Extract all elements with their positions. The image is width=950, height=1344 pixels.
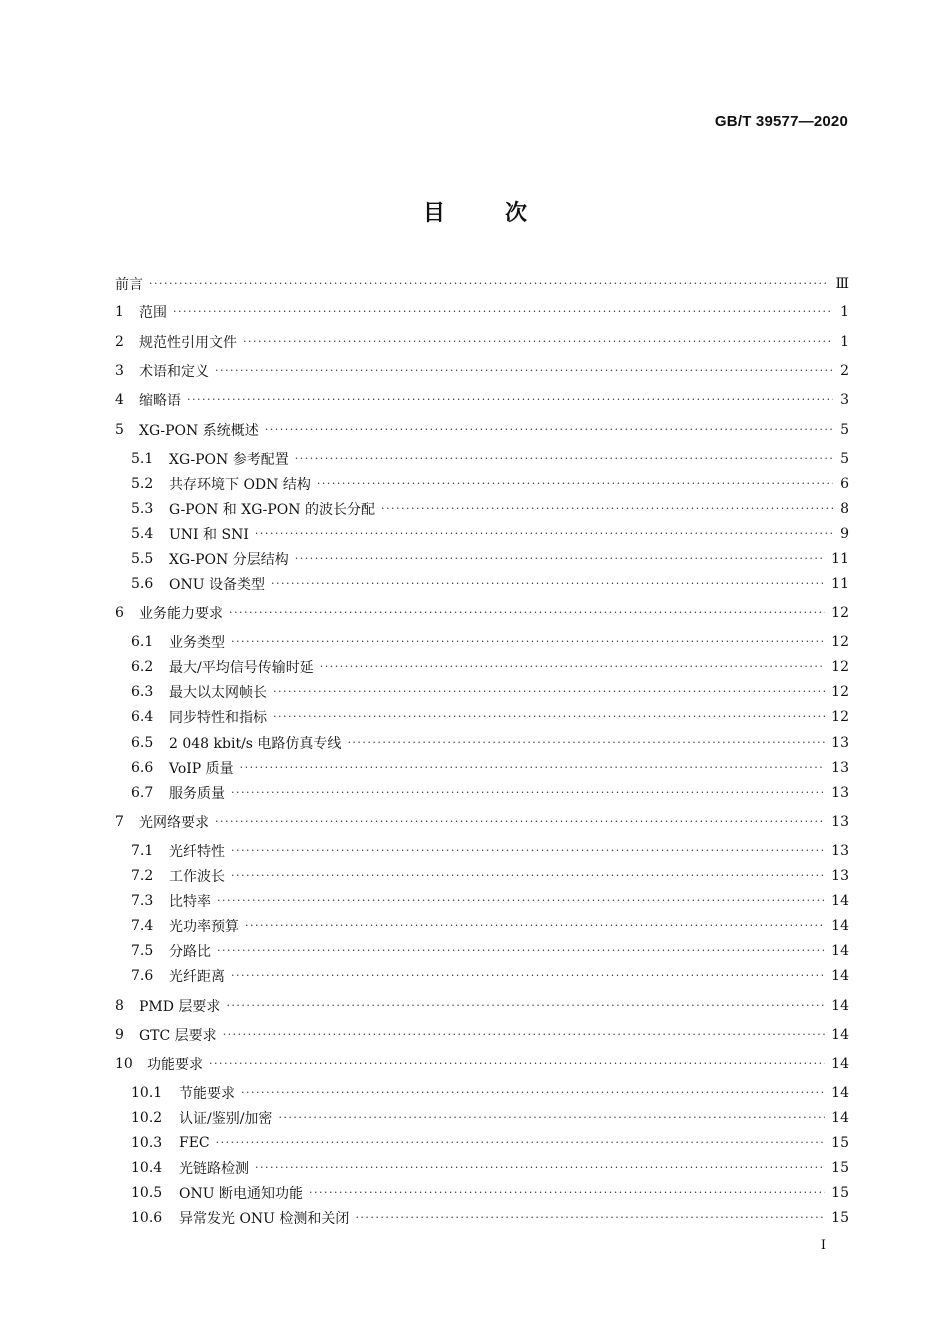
toc-leader-dots [295,447,833,471]
toc-entry-page: 14 [831,1027,849,1043]
toc-entry-number: 5.1 [131,451,154,467]
toc-entry-label: 缩略语 [139,393,181,409]
toc-entry-page: 1 [840,334,849,350]
toc-leader-dots [271,572,825,596]
toc-entry-page: 13 [831,760,849,776]
toc-entry-label: ONU 设备类型 [169,577,265,593]
toc-entry-number: 5.4 [131,526,154,542]
toc-entry-page: 8 [840,501,849,517]
toc-leader-dots [355,1206,825,1230]
toc-entry-label: 认证/鉴别/加密 [179,1111,273,1127]
toc-leader-dots [347,731,825,755]
toc-entry[interactable] [115,572,849,596]
toc-entry-number: 2 [115,334,124,350]
toc-title-char-1: 目 [422,201,445,226]
toc-entry-page: 9 [840,526,849,542]
toc-entry-page: 14 [831,1085,849,1101]
toc-leader-dots [187,388,833,412]
toc-entry-label: 光纤特性 [169,844,225,860]
toc-leader-dots [273,680,825,704]
toc-entry[interactable] [115,864,849,888]
toc-entry-label: GTC 层要求 [139,1028,217,1044]
toc-entry[interactable] [115,781,849,805]
toc-entry-page: 6 [840,476,849,492]
footer-page-number: I [820,1238,826,1253]
toc-entry-page: 2 [840,363,849,379]
toc-entry[interactable] [115,756,849,780]
toc-entry-page: 3 [840,392,849,408]
toc-entry-number: 1 [115,304,124,320]
toc-entry-label: PMD 层要求 [139,999,221,1015]
toc-entry-page: 15 [831,1185,849,1201]
toc-leader-dots [173,300,833,324]
toc-entry-number: 5 [115,422,124,438]
toc-entry-label: 术语和定义 [139,364,209,380]
toc-entry-label: 前言 [115,277,143,293]
toc-entry-page: 15 [831,1210,849,1226]
toc-entry-number: 6.6 [131,760,154,776]
toc-entry-label: 业务能力要求 [139,606,223,622]
toc-leader-dots [231,964,825,988]
toc-leader-dots [216,1131,826,1155]
toc-entry-page: 12 [831,659,849,675]
toc-entry-label: 业务类型 [169,635,225,651]
toc-leader-dots [231,781,825,805]
toc-entry-number: 7 [115,814,124,830]
toc-entry-number: 6.3 [131,684,154,700]
toc-entry-page: 12 [831,634,849,650]
toc-entry-number: 6.2 [131,659,154,675]
toc-leader-dots [273,705,825,729]
toc-title [0,196,950,227]
toc-entry[interactable] [115,1052,849,1076]
toc-entry-number: 5.2 [131,476,154,492]
toc-entry-label: 光功率预算 [169,919,239,935]
toc-entry-label: 功能要求 [147,1057,203,1073]
toc-entry-page: 15 [831,1135,849,1151]
toc-entry-page: 14 [831,968,849,984]
toc-entry-number: 9 [115,1027,124,1043]
toc-entry-label: VoIP 质量 [169,761,234,777]
toc-leader-dots [217,939,825,963]
toc-entry-label: 分路比 [169,944,211,960]
toc-entry[interactable] [115,388,849,412]
toc-entry-page: 14 [831,893,849,909]
toc-entry-number: 6 [115,605,124,621]
toc-entry[interactable] [115,1106,849,1130]
toc-entry[interactable] [115,359,849,383]
toc-entry-number: 6.1 [131,634,154,650]
toc-entry-number: 7.6 [131,968,154,984]
toc-leader-dots [255,1156,825,1180]
toc-entry[interactable] [115,1081,849,1105]
toc-entry[interactable] [115,994,849,1018]
toc-entry-number: 6.7 [131,785,154,801]
toc-entry-label: 工作波长 [169,869,225,885]
toc-entry-label: 节能要求 [179,1086,235,1102]
toc-entry-label: 服务质量 [169,786,225,802]
toc-leader-dots [149,272,829,296]
toc-leader-dots [265,418,833,442]
toc-entry[interactable] [115,1023,849,1047]
toc-entry-label: FEC [179,1135,210,1151]
toc-entry-label: 范围 [139,305,167,321]
toc-entry-page: 5 [840,451,849,467]
toc-leader-dots [217,889,825,913]
toc-leader-dots [226,994,825,1018]
toc-leader-dots [278,1106,825,1130]
toc-entry-page: 11 [831,576,849,592]
toc-leader-dots [231,864,825,888]
toc-leader-dots [240,756,826,780]
toc-entry-label: G-PON 和 XG-PON 的波长分配 [169,502,375,518]
toc-entry-number: 7.2 [131,868,154,884]
toc-leader-dots [231,630,825,654]
toc-entry-label: 同步特性和指标 [169,710,267,726]
toc-entry-number: 6.4 [131,709,154,725]
toc-entry-number: 10.1 [131,1085,163,1101]
toc-leader-dots [381,497,833,521]
toc-entry-label: XG-PON 分层结构 [169,552,289,568]
toc-leader-dots [231,839,825,863]
toc-leader-dots [215,810,825,834]
toc-entry[interactable] [115,839,849,863]
toc-entry[interactable] [115,810,849,834]
standard-number: GB/T 39577—2020 [714,113,848,130]
toc-entry[interactable] [115,1156,849,1180]
toc-entry-page: 1 [840,304,849,320]
toc-entry-label: 光纤距离 [169,969,225,985]
toc-entry-page: 12 [831,684,849,700]
toc-entry-label: UNI 和 SNI [169,527,249,543]
toc-entry[interactable] [115,547,849,571]
toc-leader-dots [245,914,825,938]
toc-entry-label: XG-PON 系统概述 [139,423,259,439]
toc-entry-number: 10.4 [131,1160,163,1176]
toc-leader-dots [223,1023,825,1047]
toc-leader-dots [317,472,833,496]
toc-entry[interactable] [115,1206,849,1230]
toc-entry-label: 最大/平均信号传输时延 [169,660,314,676]
toc-entry-label: XG-PON 参考配置 [169,452,289,468]
toc-entry-page: 12 [831,709,849,725]
toc-title-char-2: 次 [505,201,528,226]
toc-entry[interactable] [115,630,849,654]
toc-leader-dots [255,522,833,546]
toc-entry-number: 7.5 [131,943,154,959]
toc-entry-page: Ⅲ [835,276,849,292]
toc-leader-dots [229,601,825,625]
toc-entry-page: 13 [831,735,849,751]
toc-leader-dots [215,359,833,383]
toc-entry-label: 光网络要求 [139,815,209,831]
toc-entry-number: 7.3 [131,893,154,909]
toc-entry-number: 8 [115,998,124,1014]
toc-entry-number: 10.5 [131,1185,163,1201]
toc-entry-page: 5 [840,422,849,438]
toc-entry-number: 5.3 [131,501,154,517]
toc-entry-label: 比特率 [169,894,211,910]
toc-entry-page: 14 [831,1110,849,1126]
toc-entry-label: 异常发光 ONU 检测和关闭 [179,1211,350,1227]
toc-entry-page: 13 [831,814,849,830]
toc-entry-number: 10.2 [131,1110,163,1126]
toc-entry-page: 13 [831,843,849,859]
toc-entry[interactable] [115,300,849,324]
toc-entry-label: 光链路检测 [179,1161,249,1177]
toc-entry[interactable] [115,330,849,354]
toc-entry[interactable] [115,731,849,755]
toc-entry-page: 11 [831,551,849,567]
toc-entry-page: 14 [831,918,849,934]
toc-entry-number: 5.5 [131,551,154,567]
toc-entry[interactable] [115,418,849,442]
toc-entry-number: 10.6 [131,1210,163,1226]
toc-entry-page: 12 [831,605,849,621]
toc-entry[interactable] [115,272,849,296]
toc-entry-label: 最大以太网帧长 [169,685,267,701]
toc-entry[interactable] [115,1181,849,1205]
toc-entry[interactable] [115,601,849,625]
toc-entry[interactable] [115,914,849,938]
toc-leader-dots [320,655,825,679]
toc-entry[interactable] [115,472,849,496]
toc-entry[interactable] [115,522,849,546]
toc-entry-page: 15 [831,1160,849,1176]
toc-entry-number: 10.3 [131,1135,163,1151]
toc-entry-number: 5.6 [131,576,154,592]
toc-entry-page: 13 [831,785,849,801]
toc-entry-page: 14 [831,943,849,959]
toc-entry-number: 6.5 [131,735,154,751]
toc-entry-label: 共存环境下 ODN 结构 [169,477,311,493]
toc-entry[interactable] [115,655,849,679]
toc-entry-number: 10 [115,1056,133,1072]
toc-entry-page: 14 [831,1056,849,1072]
toc-entry-page: 14 [831,998,849,1014]
toc-entry-number: 7.1 [131,843,154,859]
toc-leader-dots [209,1052,825,1076]
toc-entry-number: 7.4 [131,918,154,934]
toc-leader-dots [243,330,833,354]
toc-leader-dots [295,547,825,571]
toc-entry-number: 4 [115,392,124,408]
toc-entry[interactable] [115,889,849,913]
toc-entry[interactable] [115,497,849,521]
toc-entry-number: 3 [115,363,124,379]
toc-entry-page: 13 [831,868,849,884]
toc-entry[interactable] [115,447,849,471]
toc-entry[interactable] [115,705,849,729]
toc-leader-dots [309,1181,825,1205]
toc-entry[interactable] [115,939,849,963]
toc-entry[interactable] [115,680,849,704]
toc-entry[interactable] [115,964,849,988]
toc-leader-dots [241,1081,825,1105]
toc-entry-label: 规范性引用文件 [139,335,237,351]
toc-entry[interactable] [115,1131,849,1155]
toc-entry-label: 2 048 kbit/s 电路仿真专线 [169,736,342,752]
toc-entry-label: ONU 断电通知功能 [179,1186,303,1202]
